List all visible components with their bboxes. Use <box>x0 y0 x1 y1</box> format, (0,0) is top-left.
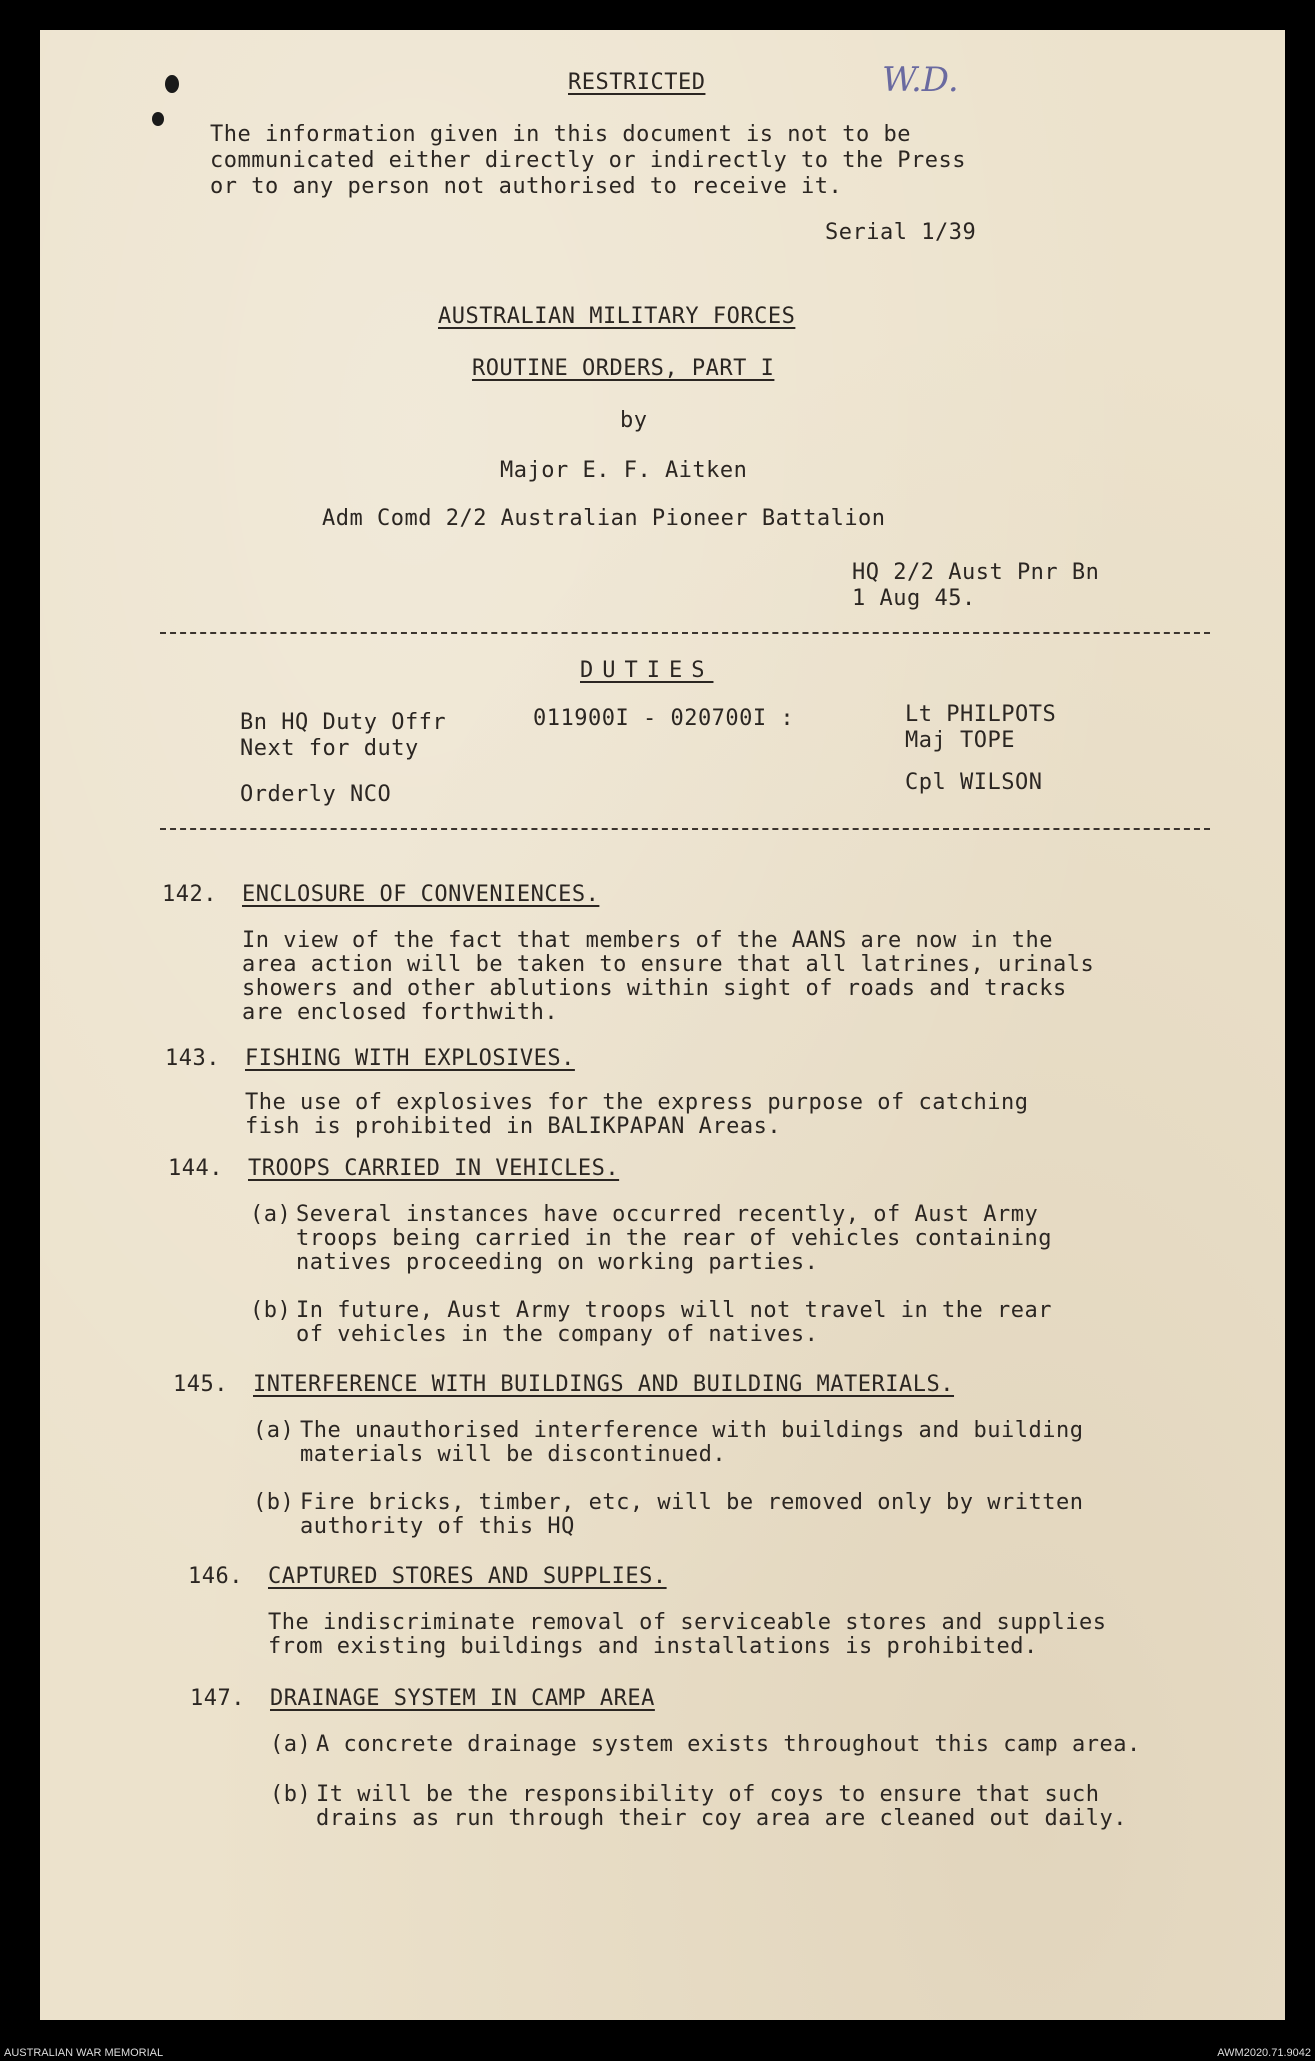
order-text-line: The unauthorised interference with buildings and building <box>300 1418 1084 1443</box>
order-text-line: The indiscriminate removal of serviceable stores and supplies <box>268 1610 1107 1635</box>
order-text-line: Fire bricks, timber, etc, will be removed only by written <box>300 1490 1084 1515</box>
order-text-line: In view of the fact that members of the AANS are now in the <box>242 928 1053 953</box>
order-number: 144. <box>168 1156 223 1181</box>
duty-name: Lt PHILPOTS <box>905 702 1057 727</box>
item-label: (b) <box>253 1490 295 1515</box>
order-heading: ENCLOSURE OF CONVENIENCES. <box>242 882 600 907</box>
order-text-line: of vehicles in the company of natives. <box>296 1322 819 1347</box>
title-line-1: AUSTRALIAN MILITARY FORCES <box>438 304 796 329</box>
notice-line: or to any person not authorised to receive it. <box>210 174 843 199</box>
order-number: 147. <box>190 1686 245 1711</box>
archive-credit: AUSTRALIAN WAR MEMORIAL <box>4 2047 164 2059</box>
order-number: 145. <box>173 1372 228 1397</box>
item-label: (a) <box>250 1202 292 1227</box>
order-text-line: area action will be taken to ensure that all latrines, urinals <box>242 952 1095 977</box>
duty-role: Bn HQ Duty Offr <box>240 710 447 735</box>
order-text-line: from existing buildings and installations is prohibited. <box>268 1634 1038 1659</box>
order-text-line: natives proceeding on working parties. <box>296 1250 819 1275</box>
archive-reference: AWM2020.71.9042 <box>1217 2047 1311 2059</box>
ink-blot <box>165 75 179 93</box>
hq-address: HQ 2/2 Aust Pnr Bn <box>852 560 1100 585</box>
order-heading: CAPTURED STORES AND SUPPLIES. <box>268 1564 667 1589</box>
serial-number: Serial 1/39 <box>825 220 977 245</box>
order-text-line: showers and other ablutions within sight of roads and tracks <box>242 976 1067 1001</box>
pencil-note: W.D. <box>882 60 959 100</box>
order-heading: DRAINAGE SYSTEM IN CAMP AREA <box>270 1686 655 1711</box>
order-heading: FISHING WITH EXPLOSIVES. <box>245 1046 575 1071</box>
order-text-line: A concrete drainage system exists throughout this camp area. <box>316 1732 1141 1757</box>
commander-appointment: Adm Comd 2/2 Australian Pioneer Battalion <box>322 506 886 531</box>
duties-heading: DUTIES <box>580 658 714 683</box>
title-by: by <box>620 408 648 433</box>
document-page <box>40 30 1285 2020</box>
order-text-line: In future, Aust Army troops will not travel in the rear <box>296 1298 1052 1323</box>
order-text-line: authority of this HQ <box>300 1514 575 1539</box>
notice-line: The information given in this document is not to be <box>210 122 912 147</box>
duty-name: Cpl WILSON <box>905 770 1043 795</box>
order-text-line: drains as run through their coy area are cleaned out daily. <box>316 1806 1127 1831</box>
order-heading: TROOPS CARRIED IN VEHICLES. <box>248 1156 620 1181</box>
divider <box>160 828 1210 830</box>
order-number: 146. <box>188 1564 243 1589</box>
order-text-line: The use of explosives for the express purpose of catching <box>245 1090 1029 1115</box>
duty-name: Maj TOPE <box>905 728 1015 753</box>
order-text-line: materials will be discontinued. <box>300 1442 727 1467</box>
order-date: 1 Aug 45. <box>852 586 976 611</box>
duty-role: Orderly NCO <box>240 782 392 807</box>
duty-role: Next for duty <box>240 736 419 761</box>
order-heading: INTERFERENCE WITH BUILDINGS AND BUILDING MATERIALS. <box>253 1372 955 1397</box>
restricted-label: RESTRICTED <box>568 70 706 95</box>
order-number: 142. <box>162 882 217 907</box>
item-label: (a) <box>270 1732 312 1757</box>
duty-time: 011900I - 020700I : <box>533 706 795 731</box>
order-text-line: troops being carried in the rear of vehicles containing <box>296 1226 1052 1251</box>
order-text-line: fish is prohibited in BALIKPAPAN Areas. <box>245 1114 782 1139</box>
title-line-2: ROUTINE ORDERS, PART I <box>472 356 775 381</box>
item-label: (b) <box>250 1298 292 1323</box>
order-text-line: are enclosed forthwith. <box>242 1000 559 1025</box>
ink-blot <box>152 112 164 126</box>
notice-line: communicated either directly or indirectly to the Press <box>210 148 966 173</box>
item-label: (b) <box>270 1782 312 1807</box>
divider <box>160 632 1210 634</box>
order-number: 143. <box>165 1046 220 1071</box>
order-text-line: Several instances have occurred recently, of Aust Army <box>296 1202 1039 1227</box>
order-text-line: It will be the responsibility of coys to ensure that such <box>316 1782 1100 1807</box>
item-label: (a) <box>253 1418 295 1443</box>
commander-name: Major E. F. Aitken <box>500 458 748 483</box>
